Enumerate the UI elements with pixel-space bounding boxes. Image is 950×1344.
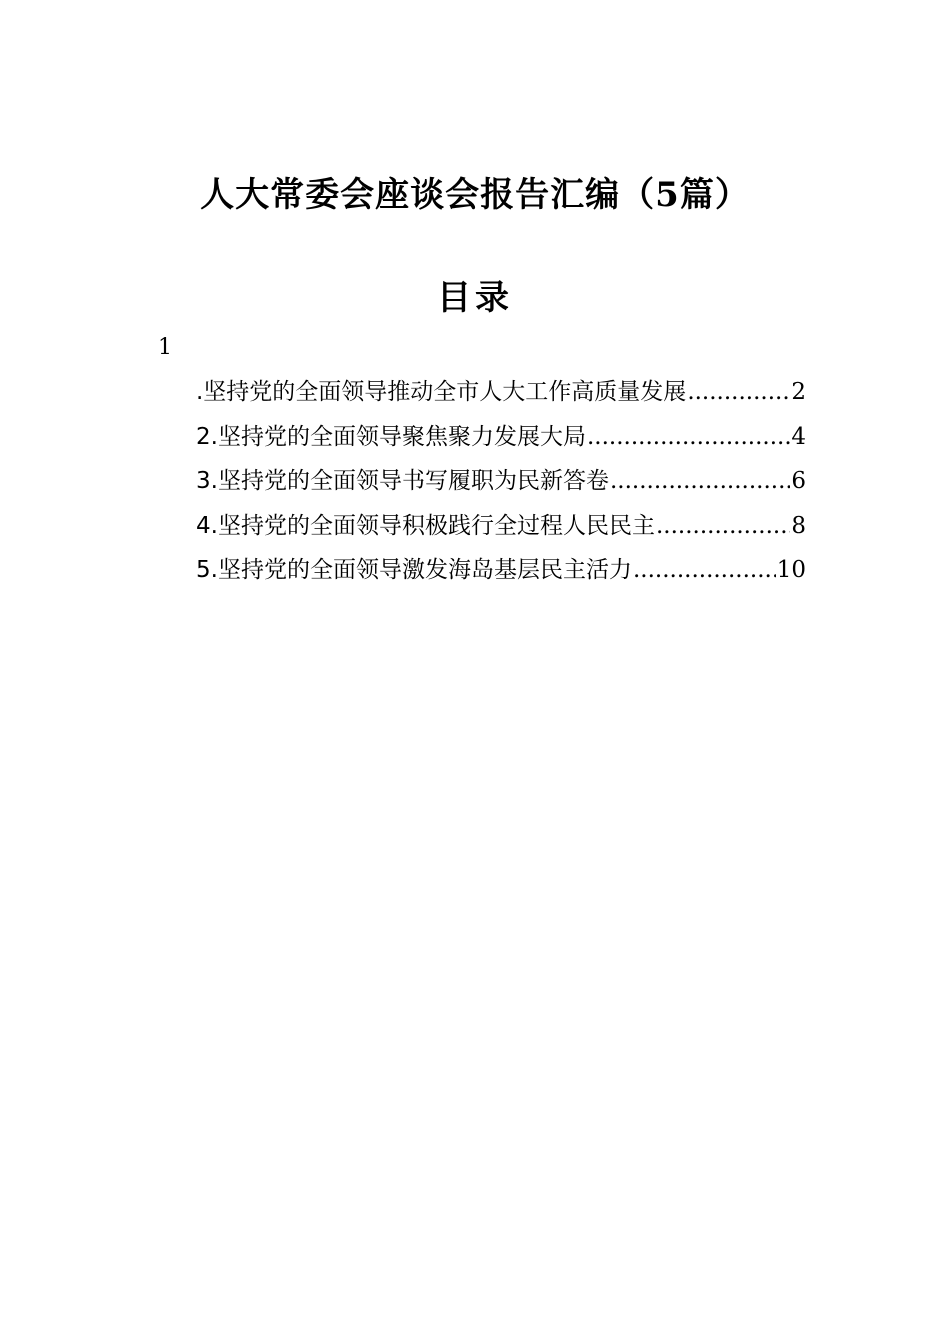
toc-entry-title: 4.坚持党的全面领导积极践行全过程人民民主: [196, 512, 655, 539]
toc-page-number: 10: [776, 557, 806, 583]
toc-entry-title: 3.坚持党的全面领导书写履职为民新答卷: [196, 468, 609, 494]
toc-dot-leader: [687, 370, 790, 414]
toc-page-number: 4: [791, 423, 806, 450]
toc-dot-leader: [610, 459, 790, 503]
toc-page-number: 2: [791, 379, 806, 405]
toc-dot-leader: [587, 415, 790, 459]
toc-entry-title: .坚持党的全面领导推动全市人大工作高质量发展: [196, 379, 687, 405]
toc-page-number: 6: [791, 468, 806, 494]
toc-entry-5[interactable]: [196, 548, 806, 593]
toc-entry-title: 5.坚持党的全面领导激发海岛基层民主活力: [196, 557, 632, 583]
list-number: 1: [158, 335, 172, 360]
toc-entry-1[interactable]: [196, 370, 806, 415]
toc-page-number: 8: [791, 512, 806, 539]
document-title: 人大常委会座谈会报告汇编（5篇）: [200, 175, 750, 215]
toc-heading: 目录: [437, 278, 513, 318]
toc-dot-leader: [656, 504, 790, 548]
table-of-contents: [196, 370, 806, 593]
toc-entry-2[interactable]: [196, 415, 806, 460]
toc-entry-title: 2.坚持党的全面领导聚焦聚力发展大局: [196, 423, 586, 450]
toc-dot-leader: [633, 548, 776, 592]
toc-entry-3[interactable]: [196, 459, 806, 504]
toc-entry-4[interactable]: [196, 504, 806, 549]
